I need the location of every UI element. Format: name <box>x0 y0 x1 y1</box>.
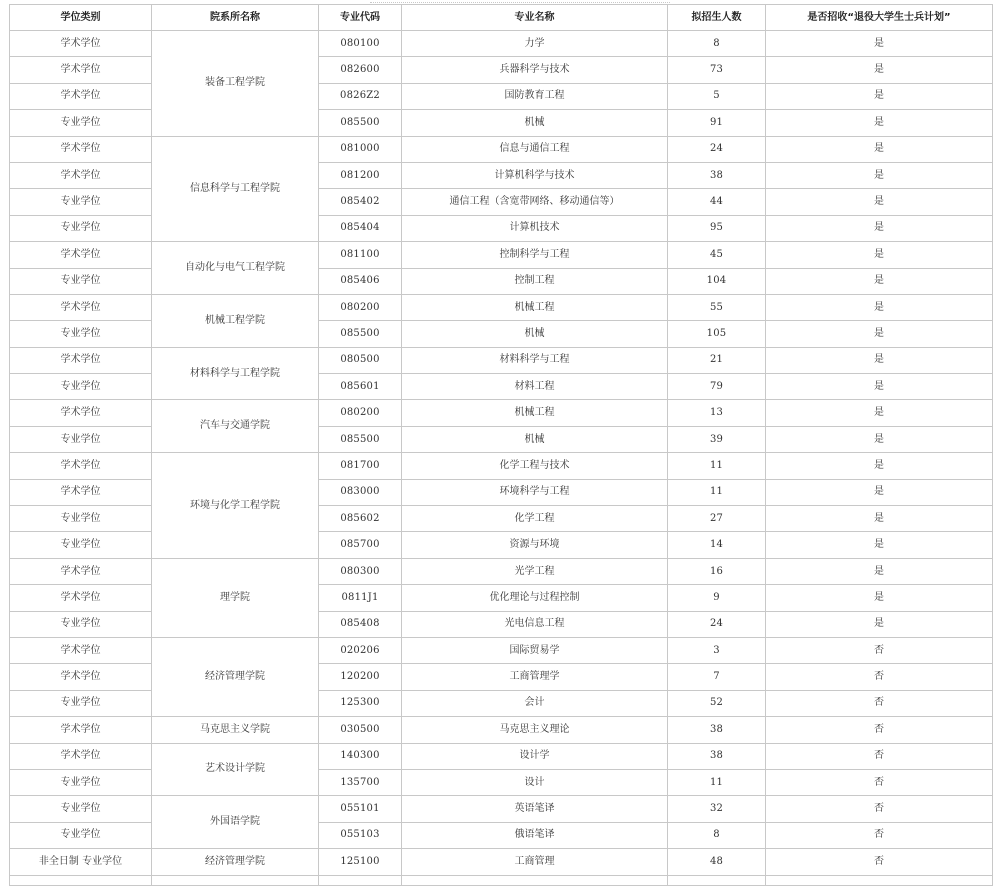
degree-type-cell: 专业学位 <box>10 321 152 347</box>
major-name-cell: 通信工程（含宽带网络、移动通信等） <box>402 189 668 215</box>
degree-type-cell: 专业学位 <box>10 189 152 215</box>
veteran-plan-cell: 是 <box>766 321 993 347</box>
degree-type-cell: 专业学位 <box>10 426 152 452</box>
major-code-cell: 085602 <box>319 506 402 532</box>
header-veteran-plan: 是否招收“退役大学生士兵计划” <box>766 5 993 31</box>
major-code-cell: 081200 <box>319 162 402 188</box>
veteran-plan-cell: 是 <box>766 532 993 558</box>
table-row <box>10 849 993 875</box>
planned-enrollment-cell: 9 <box>668 585 766 611</box>
veteran-plan-cell: 是 <box>766 57 993 83</box>
major-name-cell: 马克思主义理论 <box>402 717 668 743</box>
table-row <box>10 796 993 822</box>
major-code-cell: 055101 <box>319 796 402 822</box>
major-code-cell: 135700 <box>319 769 402 795</box>
department-cell: 环境与化学工程学院 <box>152 453 319 559</box>
veteran-plan-cell: 是 <box>766 294 993 320</box>
major-code-cell: 085406 <box>319 268 402 294</box>
major-code-cell: 030500 <box>319 717 402 743</box>
planned-enrollment-cell: 91 <box>668 110 766 136</box>
planned-enrollment-cell: 11 <box>668 769 766 795</box>
veteran-plan-cell: 是 <box>766 83 993 109</box>
planned-enrollment-cell: 105 <box>668 321 766 347</box>
veteran-plan-cell: 否 <box>766 822 993 848</box>
empty-cell <box>402 875 668 885</box>
degree-type-cell: 专业学位 <box>10 215 152 241</box>
veteran-plan-cell: 否 <box>766 743 993 769</box>
empty-cell <box>668 875 766 885</box>
degree-type-cell: 学术学位 <box>10 57 152 83</box>
veteran-plan-cell: 否 <box>766 849 993 875</box>
degree-type-cell: 学术学位 <box>10 637 152 663</box>
planned-enrollment-cell: 38 <box>668 743 766 769</box>
major-name-cell: 优化理论与过程控制 <box>402 585 668 611</box>
veteran-plan-cell: 是 <box>766 110 993 136</box>
major-name-cell: 光电信息工程 <box>402 611 668 637</box>
degree-type-cell: 学术学位 <box>10 558 152 584</box>
major-name-cell: 材料科学与工程 <box>402 347 668 373</box>
veteran-plan-cell: 是 <box>766 242 993 268</box>
header-major-code: 专业代码 <box>319 5 402 31</box>
major-code-cell: 0811J1 <box>319 585 402 611</box>
major-code-cell: 080500 <box>319 347 402 373</box>
degree-type-cell: 学术学位 <box>10 717 152 743</box>
major-code-cell: 020206 <box>319 637 402 663</box>
major-name-cell: 国防教育工程 <box>402 83 668 109</box>
veteran-plan-cell: 是 <box>766 611 993 637</box>
major-name-cell: 兵器科学与技术 <box>402 57 668 83</box>
major-code-cell: 081000 <box>319 136 402 162</box>
major-name-cell: 控制工程 <box>402 268 668 294</box>
major-code-cell: 125100 <box>319 849 402 875</box>
planned-enrollment-cell: 104 <box>668 268 766 294</box>
planned-enrollment-cell: 14 <box>668 532 766 558</box>
veteran-plan-cell: 是 <box>766 347 993 373</box>
veteran-plan-cell: 是 <box>766 426 993 452</box>
planned-enrollment-cell: 24 <box>668 136 766 162</box>
empty-cell <box>152 875 319 885</box>
major-code-cell: 085700 <box>319 532 402 558</box>
veteran-plan-cell: 否 <box>766 717 993 743</box>
major-name-cell: 化学工程与技术 <box>402 453 668 479</box>
degree-type-cell: 专业学位 <box>10 690 152 716</box>
degree-type-cell: 专业学位 <box>10 769 152 795</box>
major-name-cell: 工商管理学 <box>402 664 668 690</box>
major-code-cell: 085408 <box>319 611 402 637</box>
degree-type-cell: 专业学位 <box>10 796 152 822</box>
department-cell: 材料科学与工程学院 <box>152 347 319 400</box>
table-row <box>10 453 993 479</box>
planned-enrollment-cell: 48 <box>668 849 766 875</box>
veteran-plan-cell: 是 <box>766 506 993 532</box>
major-name-cell: 会计 <box>402 690 668 716</box>
major-name-cell: 计算机技术 <box>402 215 668 241</box>
degree-type-cell: 学术学位 <box>10 242 152 268</box>
major-name-cell: 机械 <box>402 321 668 347</box>
degree-type-cell: 专业学位 <box>10 506 152 532</box>
header-degree-type: 学位类别 <box>10 5 152 31</box>
planned-enrollment-cell: 16 <box>668 558 766 584</box>
table-row <box>10 31 993 57</box>
veteran-plan-cell: 是 <box>766 374 993 400</box>
major-code-cell: 140300 <box>319 743 402 769</box>
planned-enrollment-cell: 95 <box>668 215 766 241</box>
enrollment-table <box>9 4 993 886</box>
major-code-cell: 081700 <box>319 453 402 479</box>
department-cell: 机械工程学院 <box>152 294 319 347</box>
department-cell: 艺术设计学院 <box>152 743 319 796</box>
planned-enrollment-cell: 27 <box>668 506 766 532</box>
veteran-plan-cell: 是 <box>766 453 993 479</box>
major-code-cell: 083000 <box>319 479 402 505</box>
veteran-plan-cell: 否 <box>766 796 993 822</box>
department-cell: 外国语学院 <box>152 796 319 849</box>
major-name-cell: 控制科学与工程 <box>402 242 668 268</box>
veteran-plan-cell: 是 <box>766 136 993 162</box>
major-name-cell: 国际贸易学 <box>402 637 668 663</box>
empty-cell <box>10 875 152 885</box>
veteran-plan-cell: 是 <box>766 268 993 294</box>
major-name-cell: 信息与通信工程 <box>402 136 668 162</box>
major-code-cell: 085404 <box>319 215 402 241</box>
major-name-cell: 材料工程 <box>402 374 668 400</box>
major-code-cell: 080300 <box>319 558 402 584</box>
major-code-cell: 120200 <box>319 664 402 690</box>
major-name-cell: 化学工程 <box>402 506 668 532</box>
table-row <box>10 294 993 320</box>
planned-enrollment-cell: 24 <box>668 611 766 637</box>
planned-enrollment-cell: 45 <box>668 242 766 268</box>
veteran-plan-cell: 否 <box>766 664 993 690</box>
veteran-plan-cell: 是 <box>766 189 993 215</box>
degree-type-cell: 学术学位 <box>10 136 152 162</box>
degree-type-cell: 学术学位 <box>10 453 152 479</box>
major-name-cell: 机械 <box>402 426 668 452</box>
degree-type-cell: 学术学位 <box>10 400 152 426</box>
department-cell: 信息科学与工程学院 <box>152 136 319 242</box>
veteran-plan-cell: 是 <box>766 479 993 505</box>
major-code-cell: 0826Z2 <box>319 83 402 109</box>
major-code-cell: 085500 <box>319 426 402 452</box>
major-code-cell: 125300 <box>319 690 402 716</box>
veteran-plan-cell: 是 <box>766 215 993 241</box>
planned-enrollment-cell: 73 <box>668 57 766 83</box>
major-name-cell: 计算机科学与技术 <box>402 162 668 188</box>
major-name-cell: 工商管理 <box>402 849 668 875</box>
veteran-plan-cell: 是 <box>766 585 993 611</box>
degree-type-cell: 学术学位 <box>10 347 152 373</box>
veteran-plan-cell: 否 <box>766 769 993 795</box>
veteran-plan-cell: 否 <box>766 690 993 716</box>
veteran-plan-cell: 是 <box>766 400 993 426</box>
veteran-plan-cell: 否 <box>766 637 993 663</box>
degree-type-cell: 专业学位 <box>10 374 152 400</box>
department-cell: 马克思主义学院 <box>152 717 319 743</box>
planned-enrollment-cell: 8 <box>668 31 766 57</box>
planned-enrollment-cell: 52 <box>668 690 766 716</box>
planned-enrollment-cell: 55 <box>668 294 766 320</box>
major-name-cell: 设计学 <box>402 743 668 769</box>
degree-type-cell: 学术学位 <box>10 479 152 505</box>
degree-type-cell: 学术学位 <box>10 585 152 611</box>
degree-type-cell: 学术学位 <box>10 664 152 690</box>
planned-enrollment-cell: 44 <box>668 189 766 215</box>
department-cell: 理学院 <box>152 558 319 637</box>
department-cell: 自动化与电气工程学院 <box>152 242 319 295</box>
department-cell: 汽车与交通学院 <box>152 400 319 453</box>
department-cell: 经济管理学院 <box>152 637 319 716</box>
planned-enrollment-cell: 21 <box>668 347 766 373</box>
major-name-cell: 资源与环境 <box>402 532 668 558</box>
degree-type-cell: 学术学位 <box>10 294 152 320</box>
empty-cell <box>766 875 993 885</box>
planned-enrollment-cell: 7 <box>668 664 766 690</box>
planned-enrollment-cell: 5 <box>668 83 766 109</box>
major-code-cell: 082600 <box>319 57 402 83</box>
veteran-plan-cell: 是 <box>766 162 993 188</box>
major-name-cell: 环境科学与工程 <box>402 479 668 505</box>
major-name-cell: 力学 <box>402 31 668 57</box>
major-code-cell: 080200 <box>319 400 402 426</box>
empty-cell <box>319 875 402 885</box>
table-row <box>10 637 993 663</box>
degree-type-cell: 专业学位 <box>10 822 152 848</box>
planned-enrollment-cell: 32 <box>668 796 766 822</box>
major-code-cell: 085500 <box>319 321 402 347</box>
degree-type-cell: 学术学位 <box>10 162 152 188</box>
major-name-cell: 机械工程 <box>402 294 668 320</box>
table-row <box>10 136 993 162</box>
planned-enrollment-cell: 13 <box>668 400 766 426</box>
table-row <box>10 242 993 268</box>
cropped-table-row <box>10 875 993 885</box>
degree-type-cell: 学术学位 <box>10 31 152 57</box>
planned-enrollment-cell: 38 <box>668 162 766 188</box>
degree-type-cell: 专业学位 <box>10 268 152 294</box>
table-row <box>10 347 993 373</box>
table-row <box>10 743 993 769</box>
degree-type-cell: 专业学位 <box>10 532 152 558</box>
planned-enrollment-cell: 11 <box>668 453 766 479</box>
veteran-plan-cell: 是 <box>766 558 993 584</box>
department-cell: 装备工程学院 <box>152 31 319 137</box>
planned-enrollment-cell: 79 <box>668 374 766 400</box>
table-row <box>10 400 993 426</box>
table-row <box>10 717 993 743</box>
header-planned-enrollment: 拟招生人数 <box>668 5 766 31</box>
planned-enrollment-cell: 8 <box>668 822 766 848</box>
major-code-cell: 085500 <box>319 110 402 136</box>
degree-type-cell: 非全日制 专业学位 <box>10 849 152 875</box>
planned-enrollment-cell: 11 <box>668 479 766 505</box>
major-name-cell: 英语笔译 <box>402 796 668 822</box>
major-code-cell: 080100 <box>319 31 402 57</box>
department-cell: 经济管理学院 <box>152 849 319 875</box>
major-code-cell: 081100 <box>319 242 402 268</box>
degree-type-cell: 学术学位 <box>10 83 152 109</box>
major-name-cell: 俄语笔译 <box>402 822 668 848</box>
major-name-cell: 设计 <box>402 769 668 795</box>
header-major-name: 专业名称 <box>402 5 668 31</box>
major-code-cell: 080200 <box>319 294 402 320</box>
degree-type-cell: 学术学位 <box>10 743 152 769</box>
header-row <box>10 5 993 31</box>
planned-enrollment-cell: 39 <box>668 426 766 452</box>
planned-enrollment-cell: 38 <box>668 717 766 743</box>
header-department: 院系所名称 <box>152 5 319 31</box>
degree-type-cell: 专业学位 <box>10 611 152 637</box>
major-code-cell: 085601 <box>319 374 402 400</box>
major-code-cell: 055103 <box>319 822 402 848</box>
veteran-plan-cell: 是 <box>766 31 993 57</box>
major-code-cell: 085402 <box>319 189 402 215</box>
planned-enrollment-cell: 3 <box>668 637 766 663</box>
degree-type-cell: 专业学位 <box>10 110 152 136</box>
major-name-cell: 机械工程 <box>402 400 668 426</box>
table-row <box>10 558 993 584</box>
major-name-cell: 机械 <box>402 110 668 136</box>
table-header <box>10 5 993 31</box>
major-name-cell: 光学工程 <box>402 558 668 584</box>
